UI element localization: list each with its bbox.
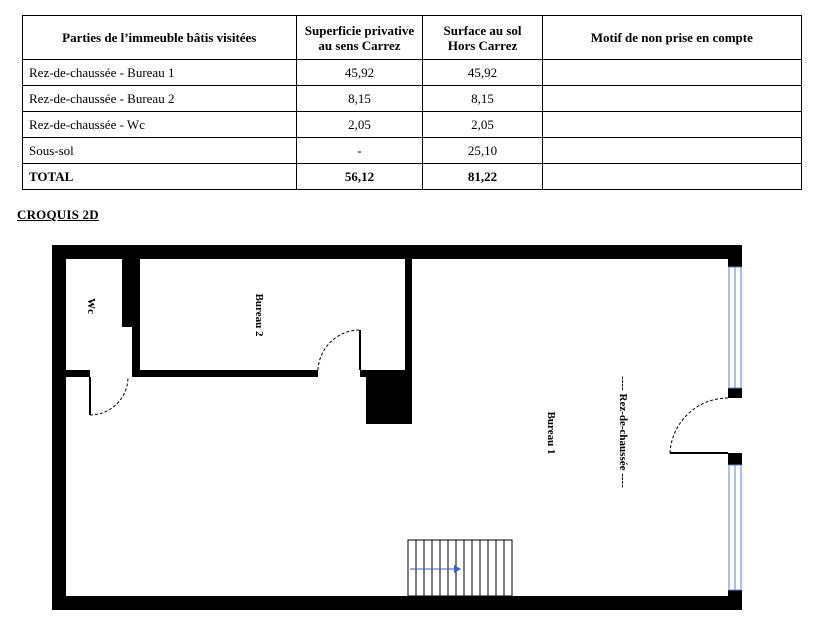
stair-arrow	[410, 565, 461, 573]
level-label: ---- Rez-de-chaussée ----	[617, 376, 629, 488]
cell-hors-carrez: 45,92	[423, 60, 542, 86]
total-label: TOTAL	[23, 164, 297, 190]
cell-partie: Rez-de-chaussée - Bureau 1	[23, 60, 297, 86]
cell-hors-carrez: 2,05	[423, 112, 542, 138]
cell-partie: Sous-sol	[23, 138, 297, 164]
cell-carrez: 45,92	[296, 60, 423, 86]
wc-door	[90, 377, 128, 415]
cell-partie: Rez-de-chaussée - Bureau 2	[23, 86, 297, 112]
total-hors-carrez: 81,22	[423, 164, 542, 190]
total-carrez: 56,12	[296, 164, 423, 190]
window-upper	[729, 267, 741, 388]
header-parties: Parties de l’immeuble bâtis visitées	[23, 16, 297, 60]
bureau2-walls	[136, 259, 412, 424]
room-label-bureau1: Bureau 1	[545, 411, 557, 455]
cell-partie: Rez-de-chaussée - Wc	[23, 112, 297, 138]
header-motif: Motif de non prise en compte	[542, 16, 801, 60]
header-carrez-text: Superficie privative au sens Carrez	[304, 22, 415, 53]
staircase	[408, 540, 512, 596]
croquis-title: CROQUIS 2D	[17, 207, 99, 222]
header-hors-carrez-text: Surface au sol Hors Carrez	[443, 22, 522, 53]
cell-carrez: 2,05	[296, 112, 423, 138]
window-lower	[729, 465, 741, 590]
bureau2-door	[318, 330, 360, 370]
entry-door	[670, 398, 728, 453]
room-label-bureau2: Bureau 2	[253, 293, 265, 337]
cell-hors-carrez: 8,15	[423, 86, 542, 112]
wc-walls	[66, 259, 140, 377]
outer-walls	[52, 245, 742, 610]
cell-hors-carrez: 25,10	[423, 138, 542, 164]
room-label-wc: Wc	[85, 298, 97, 314]
cell-carrez: 8,15	[296, 86, 423, 112]
cell-carrez: -	[296, 138, 423, 164]
